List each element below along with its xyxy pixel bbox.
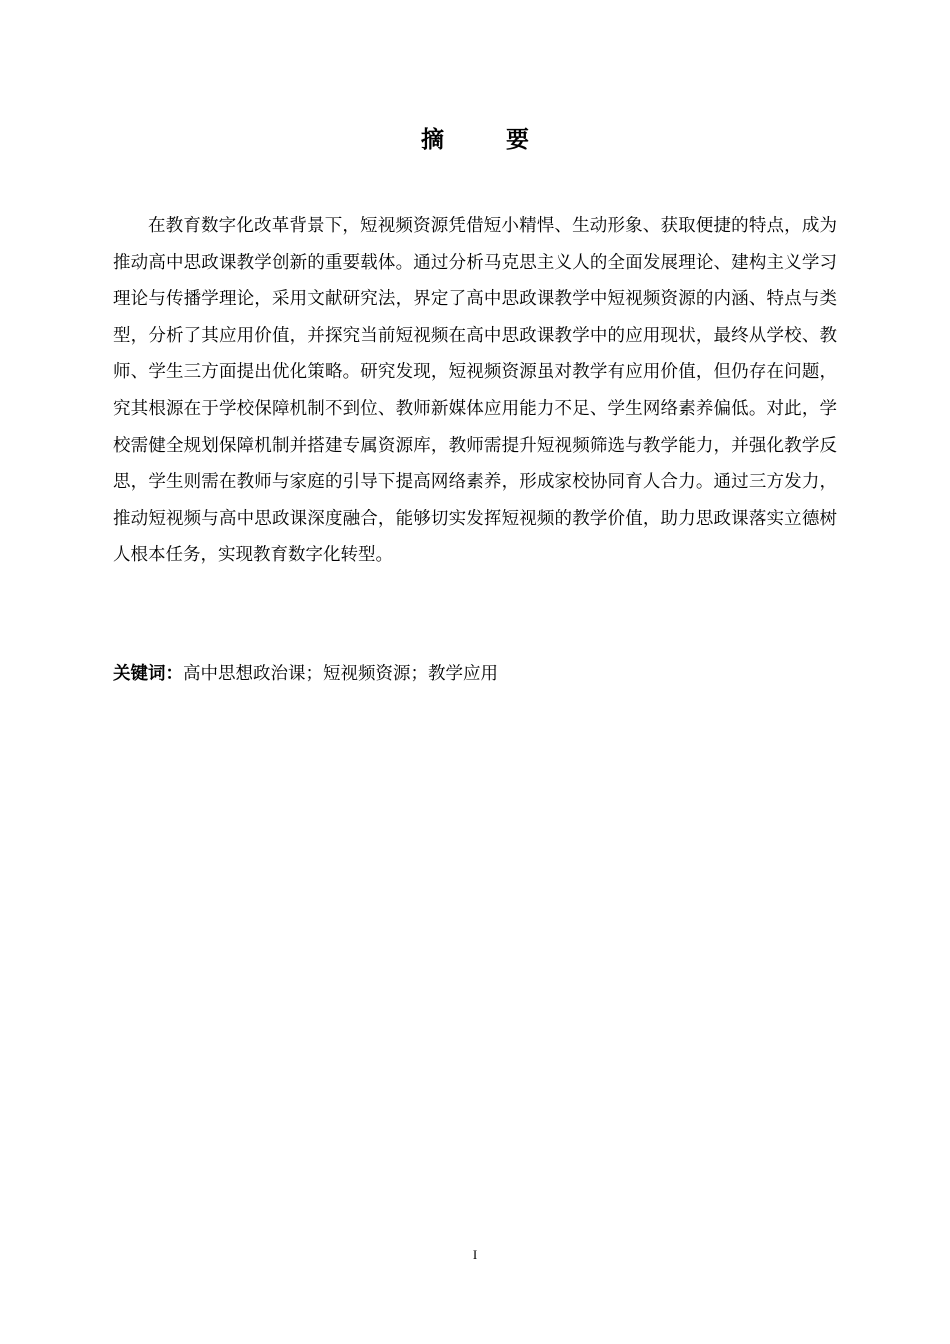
keywords-text: 高中思想政治课；短视频资源；教学应用 — [183, 664, 498, 684]
keywords-label: 关键词： — [113, 664, 183, 684]
abstract-paragraph: 在教育数字化改革背景下，短视频资源凭借短小精悍、生动形象、获取便捷的特点，成为推动高中思政课教学创新的重要载体。通过分析马克思主义人的全面发展理论、建构主义学习理论与传播学理论，采用文献研究法，界定了高中思政课教学中短视频资源的内涵、特点与类型，分析了其应用价值，并探究当前短视频在高中思政课教学中的应用现状，最终从学校、教师、学生三方面提出优化策略。研究发现，短视频资源虽对教学有应用价值，但仍存在问题，究其根源在于学校保障机制不到位、教师新媒体应用能力不足、学生网络素养偏低。对此，学校需健全规划保障机制并搭建专属资源库，教师需提升短视频筛选与教学能力，并强化教学反思，学生则需在教师与家庭的引导下提高网络素养，形成家校协同育人合力。通过三方发力，推动短视频与高中思政课深度融合，能够切实发挥短视频的教学价值，助力思政课落实立德树人根本任务，实现教育数字化转型。 — [113, 216, 837, 566]
abstract-title: 摘 要 — [420, 127, 556, 153]
keywords-line — [113, 658, 837, 690]
page-number: I — [472, 1247, 478, 1262]
